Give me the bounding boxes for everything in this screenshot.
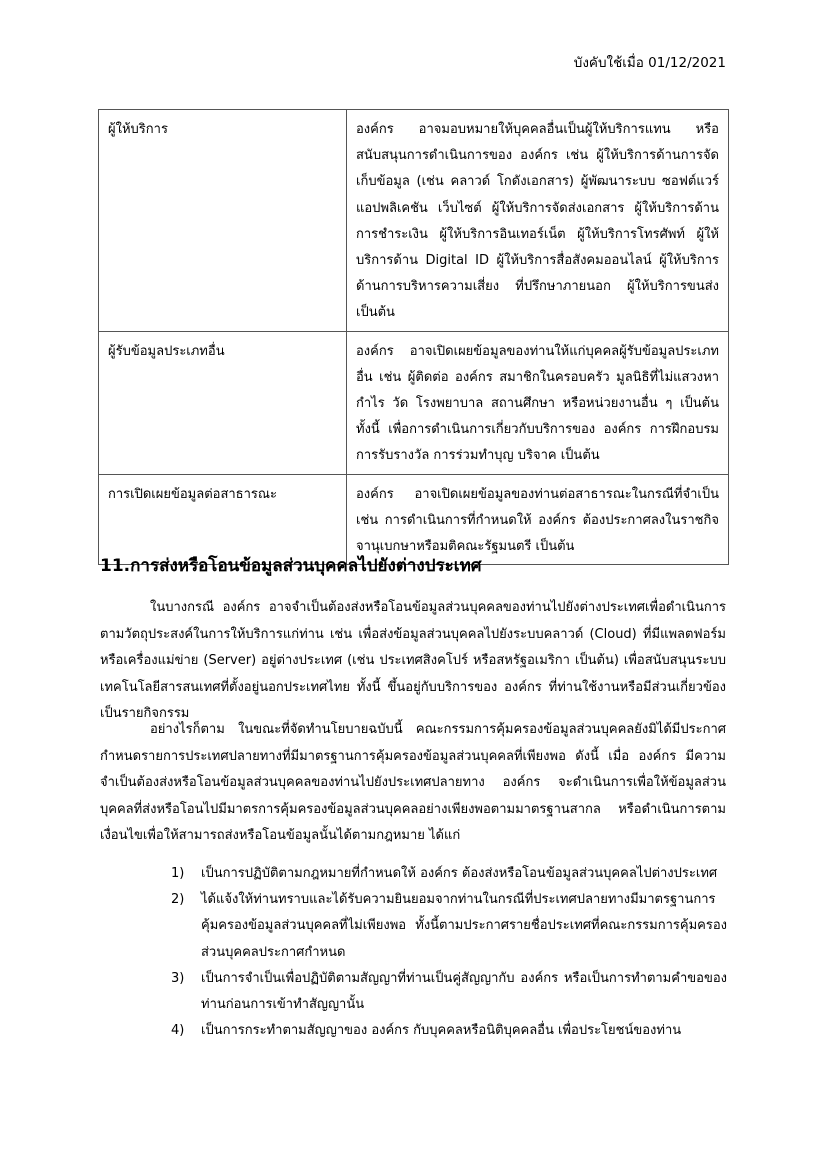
table-cell-category: การเปิดเผยข้อมูลต่อสาธารณะ: [99, 474, 347, 565]
list-item: [171, 966, 727, 1018]
effective-date: บังคับใช้เมื่อ 01/12/2021: [573, 55, 726, 71]
paragraph: ในบางกรณี องค์กร อาจจำเป็นต้องส่งหรือโอนข้อมูลส่วนบุคคลของท่านไปยังต่างประเทศเพื่อดำเนินการตามวัตถุประสงค์ในการให้บริการแก่ท่าน เช่น เพื่อส่งข้อมูลส่วนบุคคลไปยังระบบคลาวด์ (Cloud) ที่มีแพลตฟอร์มหรือเครื่องแม่ข่าย (Server) อยู่ต่างประเทศ (เช่น ประเทศสิงคโปร์ หรือสหรัฐอเมริกา เป็นต้น) เพื่อสนับสนุนระบบเทคโนโลยีสารสนเทศที่ตั้งอยู่นอกประเทศไทย ทั้งนี้ ขึ้นอยู่กับบริการของ องค์กร ที่ท่านใช้งานหรือมีส่วนเกี่ยวข้องเป็นรายกิจกรรม: [100, 600, 726, 721]
list-item: [171, 1018, 727, 1044]
section-heading: 11.การส่งหรือโอนข้อมูลส่วนบุคคลไปยังต่างประเทศ: [100, 556, 482, 576]
recipients-table: [98, 109, 729, 565]
table-cell-description: องค์กร อาจเปิดเผยข้อมูลของท่านต่อสาธารณะในกรณีที่จำเป็น เช่น การดำเนินการที่กำหนดให้ องค์กร ต้องประกาศลงในราชกิจจานุเบกษาหรือมติคณะรัฐมนตรี เป็นต้น: [347, 474, 729, 565]
list-item-text: เป็นการปฏิบัติตามกฎหมายที่กำหนดให้ องค์กร ต้องส่งหรือโอนข้อมูลส่วนบุคคลไปต่างประเทศ: [201, 866, 718, 881]
list-item-text: เป็นการจำเป็นเพื่อปฏิบัติตามสัญญาที่ท่านเป็นคู่สัญญากับ องค์กร หรือเป็นการทำตามคำขอของท่านก่อนการเข้าทำสัญญานั้น: [201, 970, 727, 1013]
list-item-text: ได้แจ้งให้ท่านทราบและได้รับความยินยอมจากท่านในกรณีที่ประเทศปลายทางมีมาตรฐานการคุ้มครองข้อมูลส่วนบุคคลที่ไม่เพียงพอ ทั้งนี้ตามประกาศรายชื่อประเทศที่คณะกรรมการคุ้มครองส่วนบุคคลประกาศกำหนด: [201, 892, 727, 960]
list-item: [171, 887, 727, 966]
table-cell-description: องค์กร อาจเปิดเผยข้อมูลของท่านให้แก่บุคคลผู้รับข้อมูลประเภทอื่น เช่น ผู้ติดต่อ องค์กร สมาชิกในครอบครัว มูลนิธิที่ไม่แสวงหากำไร วัด โรงพยาบาล สถานศึกษา หรือหน่วยงานอื่น ๆ เป็นต้น ทั้งนี้ เพื่อการดำเนินการเกี่ยวกับบริการของ องค์กร การฝึกอบรม การรับรางวัล การร่วมทำบุญ บริจาค เป็นต้น: [347, 331, 729, 474]
list-item-number: 1): [171, 866, 185, 881]
list-item-number: 2): [171, 892, 185, 908]
table-row: [99, 331, 729, 474]
conditions-list: [171, 861, 727, 1044]
table-cell-category: ผู้รับข้อมูลประเภทอื่น: [99, 331, 347, 474]
list-item-number: 4): [171, 1023, 185, 1039]
table-cell-description: องค์กร อาจมอบหมายให้บุคคลอื่นเป็นผู้ให้บริการแทน หรือสนับสนุนการดำเนินการของ องค์กร เช่น ผู้ให้บริการด้านการจัดเก็บข้อมูล (เช่น คลาวด์ โกดังเอกสาร) ผู้พัฒนาระบบ ซอฟต์แวร์ แอปพลิเคชัน เว็บไซต์ ผู้ให้บริการจัดส่งเอกสาร ผู้ให้บริการด้านการชำระเงิน ผู้ให้บริการอินเทอร์เน็ต ผู้ให้บริการโทรศัพท์ ผู้ให้บริการด้าน Digital ID ผู้ให้บริการสื่อสังคมออนไลน์ ผู้ให้บริการด้านการบริหารความเสี่ยง ที่ปรึกษาภายนอก ผู้ให้บริการขนส่ง เป็นต้น: [347, 110, 729, 332]
list-item-number: 3): [171, 970, 185, 986]
list-item: [171, 861, 727, 887]
paragraph: อย่างไรก็ตาม ในขณะที่จัดทำนโยบายฉบับนี้ คณะกรรมการคุ้มครองข้อมูลส่วนบุคคลยังมิได้มีประกาศกำหนดรายการประเทศปลายทางที่มีมาตรฐานการคุ้มครองข้อมูลส่วนบุคคลที่เพียงพอ ดังนี้ เมื่อ องค์กร มีความจำเป็นต้องส่งหรือโอนข้อมูลส่วนบุคคลของท่านไปยังประเทศปลายทาง องค์กร จะดำเนินการเพื่อให้ข้อมูลส่วนบุคคลที่ส่งหรือโอนไปมีมาตรการคุ้มครองข้อมูลส่วนบุคคลอย่างเพียงพอตามมาตรฐานสากล หรือดำเนินการตามเงื่อนไขเพื่อให้สามารถส่งหรือโอนข้อมูลนั้นได้ตามกฎหมาย ได้แก่: [100, 722, 726, 843]
list-item-text: เป็นการกระทำตามสัญญาของ องค์กร กับบุคคลหรือนิติบุคคลอื่น เพื่อประโยชน์ของท่าน: [201, 1023, 682, 1039]
table-cell-category: ผู้ให้บริการ: [99, 110, 347, 332]
table-row: [99, 110, 729, 332]
